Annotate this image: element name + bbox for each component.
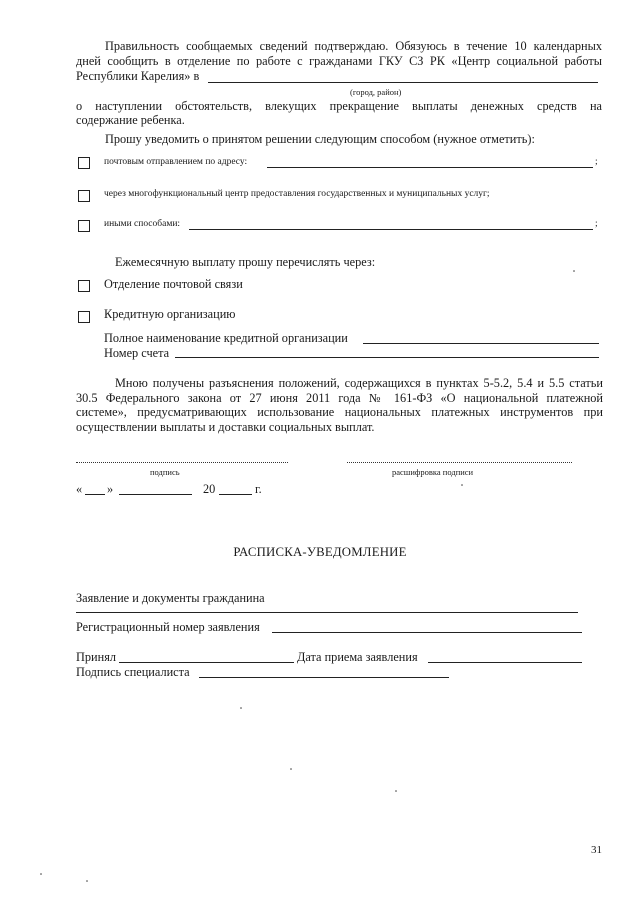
notify-other-suffix: ; xyxy=(595,219,598,229)
account-field[interactable] xyxy=(175,357,599,358)
signature-decode-field[interactable] xyxy=(347,462,572,463)
bank-name-label: Полное наименование кредитной организации xyxy=(104,331,348,345)
notify-post-checkbox[interactable] xyxy=(78,157,90,169)
scan-speck xyxy=(461,484,463,486)
notify-intro: Прошу уведомить о принятом решении следующим способом (нужное отметить): xyxy=(105,132,535,146)
scan-speck xyxy=(86,880,88,882)
notify-other-label: иными способами: xyxy=(104,219,181,229)
signature-decode-caption: расшифровка подписи xyxy=(392,467,474,477)
account-label: Номер счета xyxy=(104,346,170,360)
receipt-docs-field[interactable] xyxy=(76,612,578,613)
date-day-field[interactable] xyxy=(85,494,105,495)
scan-speck xyxy=(395,790,397,792)
signature-caption: подпись xyxy=(150,467,180,477)
consent-line3: системе», предусматривающих использование национальных платежных инструментов при xyxy=(76,405,603,419)
post-address-field[interactable] xyxy=(267,167,593,168)
notify-mfc-label: через многофункциональный центр предоставления государственных и муниципальных услуг; xyxy=(104,189,490,199)
notify-mfc-checkbox[interactable] xyxy=(78,190,90,202)
date-year-suffix: г. xyxy=(255,482,262,496)
payment-bank-label: Кредитную организацию xyxy=(104,307,236,321)
date-year-field[interactable] xyxy=(219,494,252,495)
notify-other-checkbox[interactable] xyxy=(78,220,90,232)
payment-post-label: Отделение почтовой связи xyxy=(104,277,243,291)
receipt-specialist-label: Подпись специалиста xyxy=(76,665,190,679)
payment-bank-checkbox[interactable] xyxy=(78,311,90,323)
scan-speck xyxy=(40,873,42,875)
receipt-date-label: Дата приема заявления xyxy=(297,650,418,664)
payment-intro: Ежемесячную выплату прошу перечислять через: xyxy=(115,255,376,269)
other-method-field[interactable] xyxy=(189,229,593,230)
city-field[interactable] xyxy=(208,82,598,83)
date-month-field[interactable] xyxy=(119,494,192,495)
receipt-title: РАСПИСКА-УВЕДОМЛЕНИЕ xyxy=(233,545,407,559)
consent-line2: 30.5 Федерального закона от 27 июня 2011 года № 161-ФЗ «О национальной платежной xyxy=(76,391,603,405)
date-close-quote: » xyxy=(107,482,114,496)
receipt-specialist-field[interactable] xyxy=(199,677,449,678)
bank-name-field[interactable] xyxy=(363,343,599,344)
receipt-docs-label: Заявление и документы гражданина xyxy=(76,591,265,605)
scan-speck xyxy=(290,768,292,770)
city-caption: (город, район) xyxy=(350,87,402,97)
consent-line1: Мною получены разъяснения положений, содержащихся в пунктах 5-5.2, 5.4 и 5.5 статьи xyxy=(115,376,603,390)
consent-line4: осуществлении выплаты и доставки социальных выплат. xyxy=(76,420,375,434)
date-open-quote: « xyxy=(76,482,83,496)
scan-speck xyxy=(573,270,575,272)
para1-line2: дней сообщить в отделение по работе с гражданами ГКУ СЗ РК «Центр социальной работы xyxy=(76,54,602,68)
receipt-date-field[interactable] xyxy=(428,662,582,663)
receipt-accepted-label: Принял xyxy=(76,650,116,664)
payment-post-checkbox[interactable] xyxy=(78,280,90,292)
para1-line1: Правильность сообщаемых сведений подтверждаю. Обязуюсь в течение 10 календарных xyxy=(105,39,602,53)
para1-line5: содержание ребенка. xyxy=(76,113,185,127)
notify-post-suffix: ; xyxy=(595,157,598,167)
para1-line4: о наступлении обстоятельств, влекущих прекращение выплаты денежных средств на xyxy=(76,99,602,113)
signature-field[interactable] xyxy=(76,462,288,463)
notify-post-label: почтовым отправлением по адресу: xyxy=(104,157,248,167)
receipt-accepted-field[interactable] xyxy=(119,662,294,663)
receipt-reg-field[interactable] xyxy=(272,632,582,633)
para1-line3: Республики Карелия» в xyxy=(76,69,200,83)
page-number: 31 xyxy=(591,844,602,856)
date-year-prefix: 20 xyxy=(203,482,216,496)
receipt-reg-label: Регистрационный номер заявления xyxy=(76,620,260,634)
scan-speck xyxy=(240,707,242,709)
